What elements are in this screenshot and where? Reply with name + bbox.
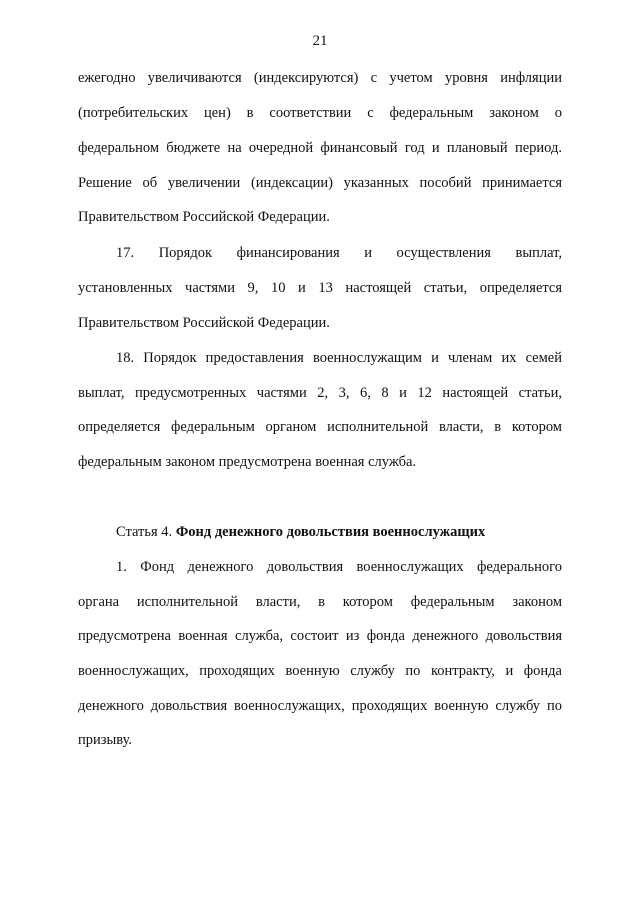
text-line: (потребительских цен) в соответствии с федеральным законом о [78, 105, 562, 121]
text-line: военнослужащих, проходящих военную службу по контракту, и фонда [78, 663, 562, 679]
text-line: призыву. [78, 732, 133, 748]
article-heading [116, 524, 600, 541]
paragraph-18-first-line: 18. Порядок предоставления военнослужащим и членам их семей [116, 350, 562, 366]
text-line: денежного довольствия военнослужащих, проходящих военную службу по [78, 698, 562, 714]
text-line: федеральным законом предусмотрена военная служба. [78, 454, 417, 470]
article-heading-title: Фонд денежного довольствия военнослужащих [175, 524, 486, 540]
text-line: выплат, предусмотренных частями 2, 3, 6, 8 и 12 настоящей статьи, [78, 385, 562, 401]
text-line: определяется федеральным органом исполнительной власти, в котором [78, 419, 562, 435]
text-line: Правительством Российской Федерации. [78, 209, 330, 225]
text-line: Правительством Российской Федерации. [78, 315, 330, 331]
page-number: 21 [312, 33, 328, 49]
text-line: установленных частями 9, 10 и 13 настоящей статьи, определяется [78, 280, 562, 296]
text-line: федеральном бюджете на очередной финансовый год и плановый период. [78, 140, 562, 156]
text-line: органа исполнительной власти, в котором федеральным законом [78, 594, 562, 610]
text-line: ежегодно увеличиваются (индексируются) с учетом уровня инфляции [78, 70, 562, 86]
article-4-part-1-first-line: 1. Фонд денежного довольствия военнослужащих федерального [116, 559, 562, 575]
paragraph-17-first-line: 17. Порядок финансирования и осуществления выплат, [116, 245, 562, 261]
text-line: предусмотрена военная служба, состоит из фонда денежного довольствия [78, 628, 562, 644]
article-heading-prefix: Статья 4. [116, 524, 173, 540]
text-line: Решение об увеличении (индексации) указанных пособий принимается [78, 175, 562, 191]
